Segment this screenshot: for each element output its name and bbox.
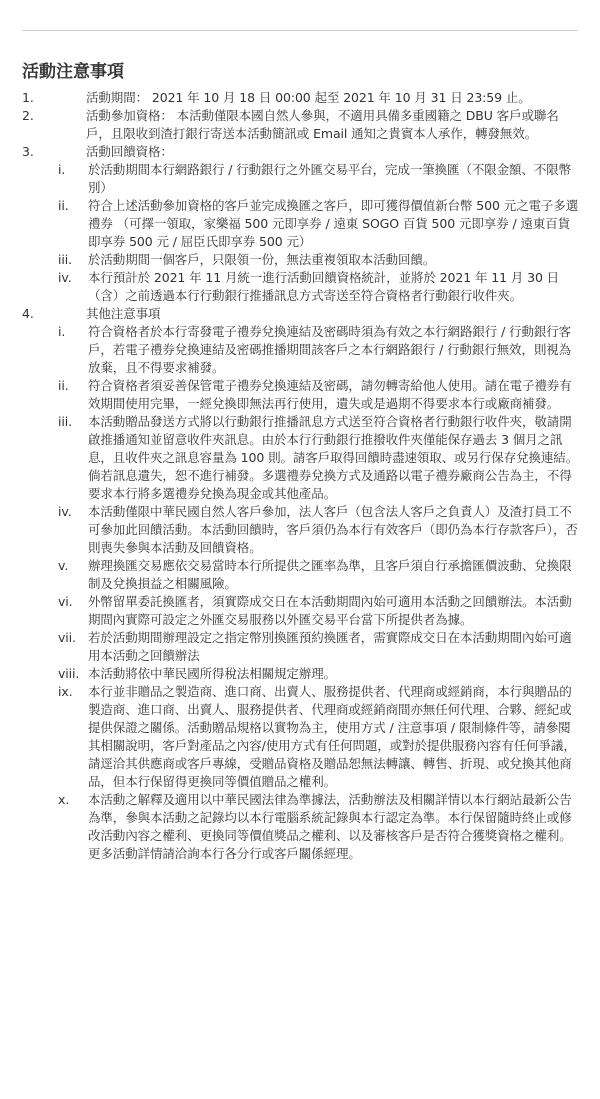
- section-4: [0, 305, 600, 323]
- list-item: [0, 503, 600, 557]
- section-3: [0, 143, 600, 161]
- item-text: 符合資格者須妥善保管電子禮券兌換連結及密碼，請勿轉寄給他人使用。請在電子禮券有效期間使用完畢，一經兌換即無法再行使用，遺失或是過期不得要求本行或廠商補發。: [88, 378, 572, 411]
- list-item: [0, 683, 600, 791]
- item-number: ii.: [58, 378, 69, 393]
- item-number: iii.: [58, 414, 72, 429]
- top-divider: [22, 30, 578, 31]
- section-text: 活動參加資格： 本活動僅限本國自然人參與，不適用具備多重國籍之 DBU 客戶或聯名戶，且限收到渣打銀行寄送本活動簡訊或 Email 通知之貴賓本人承作，轉發無效。: [86, 108, 559, 141]
- section-number: 3.: [22, 144, 34, 159]
- item-number: iv.: [58, 504, 72, 519]
- item-text: 若於活動期間辦理設定之指定幣別換匯預約換匯者，需實際成交日在本活動期間內始可適用本活動之回饋辦法: [88, 630, 572, 663]
- section-number: 1.: [22, 90, 34, 105]
- item-number: v.: [58, 558, 69, 573]
- list-item: [0, 377, 600, 413]
- item-text: 本活動贈品發送方式將以行動銀行推播訊息方式送至符合資格者行動銀行收件夾，敬請開啟推播通知並留意收件夾訊息。由於本行行動銀行推撥收件夾僅能保存過去 3 個月之訊息，且收件夾之訊息容量為 100 則。請客戶取得回饋時盡速領取、或另行保存兌換連結。倘若訊息遺失，恕不進行補發。多選禮券兌換方式及通路以電子禮券廠商公告為主，不得要求本行將多選禮券兌換為現金或其他產品。: [88, 414, 579, 501]
- section-number: 4.: [22, 306, 34, 321]
- list-item: [0, 593, 600, 629]
- item-number: i.: [58, 162, 66, 177]
- item-text: 本行預計於 2021 年 11 月統一進行活動回饋資格統計，並將於 2021 年 11 月 30 日 （含）之前透過本行行動銀行推播訊息方式寄送至符合資格者行動銀行收件夾。: [88, 270, 560, 303]
- item-text: 本活動僅限中華民國自然人客戶參加，法人客戶（包含法人客戶之負責人）及渣打員工不可參加此回饋活動。本活動回饋時，客戶須仍為本行有效客戶（即仍為本行存款客戶），否則喪失參與本活動及回饋資格。: [88, 504, 578, 555]
- list-item: [0, 161, 600, 197]
- section-1: [0, 89, 600, 107]
- list-item: [0, 269, 600, 305]
- item-number: iii.: [58, 252, 72, 267]
- list-item: [0, 323, 600, 377]
- item-text: 於活動期間一個客戶，只限領一份，無法重複領取本活動回饋。: [88, 252, 436, 267]
- list-item: [0, 197, 600, 251]
- list-item: [0, 791, 600, 863]
- section-text: 活動回饋資格：: [86, 144, 173, 159]
- list-item: [0, 251, 600, 269]
- page-title: 活動注意事項: [22, 62, 124, 82]
- section-text: 活動期間： 2021 年 10 月 18 日 00:00 起至 2021 年 10 月 31 日 23:59 止。: [86, 90, 531, 105]
- section-number: 2.: [22, 108, 34, 123]
- item-number: ii.: [58, 198, 69, 213]
- item-number: x.: [58, 792, 70, 807]
- item-number: vii.: [58, 630, 76, 645]
- terms-list: [0, 89, 600, 863]
- item-number: i.: [58, 324, 66, 339]
- item-text: 符合資格者於本行寄發電子禮券兌換連結及密碼時須為有效之本行網路銀行 / 行動銀行客戶，若電子禮券兌換連結及密碼推播期間該客戶之本行網路銀行 / 行動銀行無效，則視為放棄，且不得要求補發。: [88, 324, 572, 375]
- item-number: ix.: [58, 684, 73, 699]
- item-text: 本行並非贈品之製造商、進口商、出賣人、服務提供者、代理商或經銷商，本行與贈品的製造商、進口商、出賣人、服務提供者、代理商或經銷商間亦無任何代理、合夥、經紀或提供保證之關係。活動贈品規格以實物為主，使用方式 / 注意事項 / 限制條件等，請參閱其相關說明，客戶對產品之內容/使用方式有任何問題，或對於提供服務內容有任何爭議，請逕洽其供應商或客戶專線，受贈品資格及贈品恕無法轉讓、轉售、折現、或兌換其他商品，但本行保留得更換同等價值贈品之權利。: [88, 684, 576, 789]
- item-text: 本活動之解釋及適用以中華民國法律為準據法，活動辦法及相關詳情以本行網站最新公告為準，參與本活動之記錄均以本行電腦系統記錄與本行認定為準。本行保留隨時終止或修改活動內容之權利、更換同等價值獎品之權利、以及審核客戶是否符合獲獎資格之權利。更多活動詳情請洽詢本行各分行或客戶關係經理。: [88, 792, 572, 861]
- list-item: [0, 557, 600, 593]
- item-text: 外幣留單委託換匯者，須實際成交日在本活動期間內始可適用本活動之回饋辦法。本活動期間內實際可設定之外匯交易服務以外匯交易平台當下所提供者為據。: [88, 594, 572, 627]
- item-number: iv.: [58, 270, 72, 285]
- list-item: [0, 629, 600, 665]
- section-2: [0, 107, 600, 143]
- section-text: 其他注意事項: [86, 306, 161, 321]
- item-text: 符合上述活動參加資格的客戶並完成換匯之客戶，即可獲得價值新台幣 500 元之電子多選禮券 （可擇一領取，家樂福 500 元即享券 / 遠東 SOGO 百貨 500 元即享券 / 遠東百貨即享券 500 元 / 屈臣氏即享券 500 元）: [88, 198, 579, 249]
- item-number: viii.: [58, 666, 80, 681]
- item-number: vi.: [58, 594, 73, 609]
- item-text: 於活動期間本行網路銀行 / 行動銀行之外匯交易平台，完成一筆換匯（不限金額、不限幣別）: [88, 162, 572, 195]
- item-text: 辦理換匯交易應依交易當時本行所提供之匯率為準，且客戶須自行承擔匯價波動、兌換限制及兌換損益之相關風險。: [88, 558, 572, 591]
- list-item: [0, 413, 600, 503]
- item-text: 本活動將依中華民國所得稅法相關規定辦理。: [88, 666, 337, 681]
- list-item: [0, 665, 600, 683]
